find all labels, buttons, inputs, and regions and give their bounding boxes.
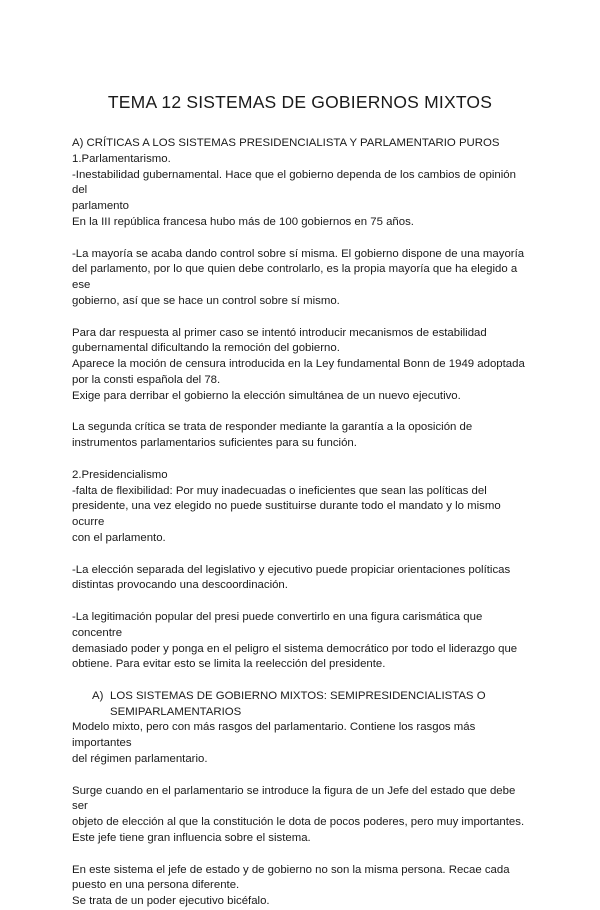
subheading-presidencialismo: 2.Presidencialismo [72, 468, 168, 481]
paragraph-gap [72, 231, 532, 247]
paragraph-gap [72, 847, 532, 863]
paragraph-line: Exige para derribar el gobierno la elección simultánea de un nuevo ejecutivo. [72, 389, 461, 402]
paragraph-gap [72, 310, 532, 326]
list-marker: A) [92, 689, 104, 702]
paragraph-line: Se trata de un poder ejecutivo bicéfalo. [72, 895, 270, 908]
paragraph-line: Para dar respuesta al primer caso se intentó introducir mecanismos de estabilidad [72, 326, 487, 339]
section-b-heading [72, 689, 532, 721]
paragraph-line: Aparece la moción de censura introducida en la Ley fundamental Bonn de 1949 adoptada [72, 358, 525, 371]
paragraph-gap [72, 594, 532, 610]
paragraph-line: -La mayoría se acaba dando control sobre sí misma. El gobierno dispone de una mayoría [72, 247, 525, 260]
paragraph-gap [72, 673, 532, 689]
paragraph-line: obtiene. Para evitar esto se limita la reelección del presidente. [72, 658, 386, 671]
paragraph-line: gobierno, así que se hace un control sobre sí mismo. [72, 294, 340, 307]
heading-line: LOS SISTEMAS DE GOBIERNO MIXTOS: SEMIPRESIDENCIALISTAS O [110, 689, 486, 702]
paragraph-line: La segunda crítica se trata de responder mediante la garantía a la oposición de [72, 421, 473, 434]
paragraph-line: gubernamental dificultando la remoción del gobierno. [72, 342, 340, 355]
paragraph-line: -La elección separada del legislativo y ejecutivo puede propiciar orientaciones políticas [72, 563, 511, 576]
paragraph-line: Modelo mixto, pero con más rasgos del parlamentario. Contiene los rasgos más importantes [72, 721, 476, 750]
paragraph-gap [72, 547, 532, 563]
paragraph-line: demasiado poder y ponga en el peligro el sistema democrático por todo el liderazgo que [72, 642, 518, 655]
paragraph-line: En la III república francesa hubo más de 100 gobiernos en 75 años. [72, 215, 414, 228]
paragraph-line: instrumentos parlamentarios suficientes para su función. [72, 437, 357, 450]
paragraph-line: -La legitimación popular del presi puede convertirlo en una figura carismática que concentre [72, 610, 483, 639]
paragraph-line: parlamento [72, 200, 129, 213]
paragraph-line: con el parlamento. [72, 531, 166, 544]
page-title: TEMA 12 SISTEMAS DE GOBIERNOS MIXTOS [107, 92, 493, 112]
heading-line: SEMIPARLAMENTARIOS [110, 705, 242, 718]
paragraph-gap [72, 768, 532, 784]
paragraph-gap [72, 452, 532, 468]
paragraph-line: del parlamento, por lo que quien debe controlarlo, es la propia mayoría que ha elegido a ese [72, 263, 518, 292]
subheading-parlamentarismo: 1.Parlamentarismo. [72, 152, 171, 165]
paragraph-line: presidente, una vez elegido no puede sustituirse durante todo el mandato y lo mismo ocurre [72, 500, 501, 529]
paragraph-line: Este jefe tiene gran influencia sobre el sistema. [72, 832, 311, 845]
paragraph-line: En este sistema el jefe de estado y de gobierno no son la misma persona. Recae cada [72, 863, 510, 876]
paragraph-line: del régimen parlamentario. [72, 753, 208, 766]
section-a-heading: A) CRÍTICAS A LOS SISTEMAS PRESIDENCIALISTA Y PARLAMENTARIO PUROS [72, 137, 500, 149]
document-body [72, 136, 532, 910]
paragraph-line: por la consti española del 78. [72, 373, 221, 386]
paragraph-line: -Inestabilidad gubernamental. Hace que el gobierno dependa de los cambios de opinión del [72, 168, 516, 197]
paragraph-line: objeto de elección al que la constitución le dota de pocos poderes, pero muy importantes. [72, 816, 525, 829]
paragraph-line: -falta de flexibilidad: Por muy inadecuadas o ineficientes que sean las políticas del [72, 484, 487, 497]
paragraph-line: Surge cuando en el parlamentario se introduce la figura de un Jefe del estado que debe ser [72, 784, 516, 813]
paragraph-line: puesto en una persona diferente. [72, 879, 240, 892]
paragraph-gap [72, 405, 532, 421]
paragraph-line: distintas provocando una descoordinación. [72, 579, 288, 592]
